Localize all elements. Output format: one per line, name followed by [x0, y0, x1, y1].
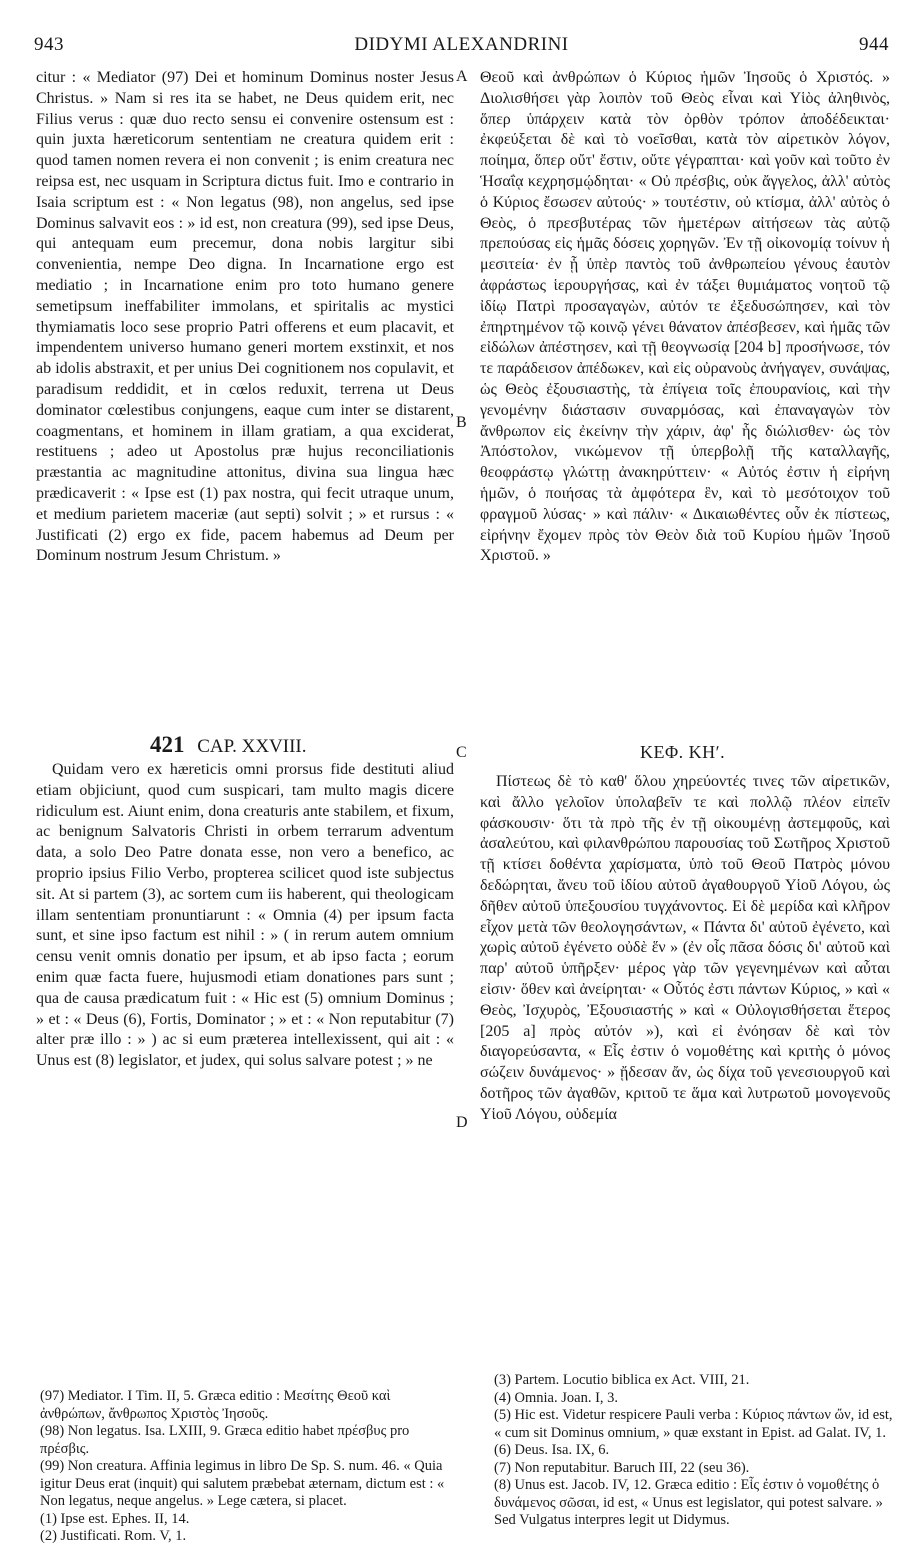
- chapter-heading-latin: [150, 732, 307, 758]
- footnote: (97) Mediator. I Tim. II, 5. Græca editio : Μεσίτης Θεοῦ καὶ ἀνθρώπων, ἄνθρωπος Χριστὸς Ἰησοῦς.: [40, 1388, 391, 1422]
- footnotes-left: [40, 1388, 450, 1546]
- greek-column-top: [480, 68, 890, 760]
- running-title: DIDYMI ALEXANDRINI: [354, 34, 569, 55]
- latin-column-top: [36, 68, 454, 748]
- footnote: (3) Partem. Locutio biblica ex Act. VIII, 21.: [494, 1372, 750, 1388]
- latin-paragraph: citur : « Mediator (97) Dei et hominum Dominus noster Jesus Christus. » Nam si res ita se habet, ne Deus quidem erit, nec Filius verus : quæ duo recto sensu ei convenire ostensum est : quin juxta hæreticorum sententiam ne creatura quidem erit : quod tamen nomen revera ei non convenit ; is enim creatura nec reipsa est, nec usquam in Scriptura dictus fuit. Imo e contrario in Isaia scriptum est : « Non legatus (98), non angelus, sed ipse Dominus salvavit eos : » id est, non creatura (99), sed ipse Deus, qui antequam eum precemur, dona nobis largitur sibi convenientia, nempe Deo digna. In Incarnatione ergo est mediatio ; in Incarnatione enim pro toto humano genere semetipsum ineffabiliter immolans, et spiritalis ac mystici thymiamatis loco sese proprio Patri offerens et eum placavit, et impendentem universo humano generi mortem exstinxit, et nos ab idolis abstraxit, et per unius Dei cognitionem nos copulavit, et paradisum reddidit, et in cœlos reduxit, terrena ut Deus dominator cœlestibus conjungens, eaque cum inter se distarent, coagmentans, et hominem in illam gratiam, a qua exciderat, restituens ; adeo ut Apostolus præ hujus reconciliationis præstantia ac magnitudine attonitus, divina sua lingua hæc prædicaverit : « Ipse est (1) pax nostra, qui fecit utraque unum, et medium parietem maceriæ (aut septi) solvit ; » et rursus : « Justificati (2) ergo ex fide, pacem habemus ad Deum per Dominum nostrum Jesum Christum. »: [36, 69, 454, 565]
- page-header: [34, 34, 889, 58]
- chapter-heading-greek: ΚΕΦ. ΚΗʹ.: [640, 742, 726, 762]
- page-number-right: 944: [859, 34, 889, 55]
- footnote: (98) Non legatus. Isa. LXIII, 9. Græca editio habet πρέσβυς pro πρέσβις.: [40, 1423, 410, 1457]
- greek-paragraph: Πίστεως δὲ τὸ καθ' ὅλου χηρεύοντές τινες τῶν αἱρετικῶν, καὶ ἄλλο γελοῖον ὑπολαβεῖν τε καὶ πολλῷ πλέον εἰπεῖν φάσκουσιν· ὅτι τὰ πρὸ τῆς ἐν τῇ οἰκουμένῃ ἀστεμφοῦς, καὶ ἀσαλεύτου, καὶ φιλανθρώπου παρουσίας τοῦ Σωτῆρος Χριστοῦ τῇ κτίσει δοθέντα χαρίσματα, ὑπὸ τοῦ Θεοῦ Πατρὸς μόνου δεδώρηται, ἄνευ τοῦ ἰδίου αὐτοῦ ἀγαθουργοῦ Υἱοῦ Λόγου, ὡς δῆθεν αὐτοῦ ὑπεξουσίου τυγχάνοντος. Εἰ δὲ μερίδα καὶ κλῆρον εἶχον μετὰ τῶν θεολογησάντων, « Πάντα δι' αὐτοῦ ἐγένετο, καὶ χωρὶς αὐτοῦ ἐγένετο οὐδὲ ἕν » (ἐν οἷς πᾶσα δόσις δι' αὐτοῦ καὶ παρ' αὐτοῦ ὑπῆρξεν· μέρος γὰρ τῶν γεγενημένων καὶ αὗται εἰσιν· ὅθεν καὶ ἀνείρηται· « Οὗτός ἐστι πάντων Κύριος, » καὶ « Θεὸς, Ἰσχυρὸς, Ἐξουσιαστής » καὶ « Οὐλογισθήσεται ἕτερος [205 a] πρὸς αὐτόν »), καὶ εἰ ἐνόησαν δὲ καὶ τὸν διαγορεύσαντα, « Εἷς ἐστιν ὁ νομοθέτης καὶ κριτὴς ὁ μόνος σώζειν δυνάμενος· » ᾔδεσαν ἄν, ὡς δίχα τοῦ γενεσιουργοῦ καὶ δοτῆρος τῶν ἀγαθῶν, κριτοῦ τε ἅμα καὶ λυτρωτοῦ μονογενοῦς Υἱοῦ Λόγου, οὐδεμία: [480, 773, 890, 1123]
- footnote: (99) Non creatura. Affinia legimus in libro De Sp. S. num. 46. « Quia igitur Deus erat (inquit) qui salutem præbebat æternam, dictum est : « Non legatus, neque angelus. » Lege cætera, si placet.: [40, 1458, 445, 1509]
- footnotes-right: [494, 1372, 894, 1530]
- margin-letter-d: D: [456, 1114, 468, 1131]
- footnote: (1) Ipse est. Ephes. II, 14.: [40, 1510, 190, 1527]
- margin-letter-a: A: [456, 68, 468, 85]
- footnote: (8) Unus est. Jacob. IV, 12. Græca editio : Εἷς ἐστιν ὁ νομοθέτης ὁ δυνάμενος σῶσαι, id est, « Unus est legislator, qui potest salvare. » Sed Vulgatus interpres legit ut Didymus.: [494, 1477, 883, 1528]
- chapter-column-number: 421: [150, 732, 185, 757]
- margin-letter-c: C: [456, 744, 467, 761]
- chapter-label-latin: CAP. XXVIII.: [197, 736, 307, 757]
- page-number-left: 943: [34, 34, 64, 55]
- greek-column-bottom: [480, 772, 890, 1372]
- footnote: (6) Deus. Isa. IX, 6.: [494, 1442, 610, 1458]
- margin-letter-b: B: [456, 414, 467, 431]
- latin-paragraph: Quidam vero ex hæreticis omni prorsus fide destituti aliud etiam objiciunt, quod cum suspicari, tam multo magis dicere ridiculum est. Aiunt enim, dona creaturis ante stabilem, et fixum, ac benignum Salvatoris Christi in orbem terrarum adventum data, a solo Deo Patre donata esse, non vero a benefico, ac proprio ipsius Filio Verbo, propterea scilicet quod iste subjectus sit. At si partem (3), ac sortem cum iis haberent, qui theologicam illam sententiam pronuntiarunt : « Omnia (4) per ipsum facta sunt, et sine ipso factum est nihil : » ( in rerum autem omnium censu venit omnis donatio per ipsum, et ab ipso facta ; eorum enim quæ facta fuere, hujusmodi etiam donationes pars sunt ; qua de causa prædicatum fuit : « Hic est (5) omnium Dominus ; » et : « Deus (6), Fortis, Dominator ; » et : « Non reputabitur (7) alter præ illo : » ) ac si eum præterea intellexissent, qui ait : « Unus est (8) legislator, et judex, qui solus salvare potest ; » ne: [36, 761, 454, 1070]
- footnote: (4) Omnia. Joan. I, 3.: [494, 1389, 619, 1406]
- latin-column-bottom: [36, 760, 454, 1372]
- footnote: (7) Non reputabitur. Baruch III, 22 (seu 36).: [494, 1459, 750, 1476]
- footnote: (2) Justificati. Rom. V, 1.: [40, 1528, 187, 1544]
- footnote: (5) Hic est. Videtur respicere Pauli verba : Κύριος πάντων ὤν, id est, « cum sit Dominus omnium, » quæ exstant in Epist. ad Galat. IV, 1.: [494, 1407, 893, 1441]
- greek-paragraph: Θεοῦ καὶ ἀνθρώπων ὁ Κύριος ἡμῶν Ἰησοῦς ὁ Χριστός. » Διολισθήσει γὰρ λοιπὸν τοῦ Θεὸς εἶναι καὶ Υἱὸς ἀληθινὸς, ὅπερ ὑπάρχειν κατὰ τὸν ὀρθὸν τρόπον ἀποδέδεικται· ἐκφεύξεται δὲ καὶ τὸ νοεῖσθαι, κατὰ τὸν αἱρετικὸν λόγον, ποίημα, ὅπερ οὔτ' ἔστιν, οὔτε γέγραπται· καὶ γοῦν καὶ τοῦτο ἐν Ἡσαΐᾳ κεχρησμῴδηται· « Οὐ πρέσβις, οὐκ ἄγγελος, ἀλλ' αὐτὸς ὁ Κύριος ἔσωσεν αὐτούς· » τουτέστιν, οὐ κτίσμα, ἀλλ' αὐτὸς ὁ Θεὸς, ὁ πρεσβυτέρας τῶν ἡμετέρων αἰτήσεων τὰς αὐτῷ πρεπούσας εἰς ἡμᾶς δόσεις χορηγῶν. Ἐν τῇ οἰκονομίᾳ τοίνυν ἡ μεσιτεία· ἐν ᾗ ὑπὲρ παντὸς τοῦ ἀνθρωπείου γένους ἑαυτὸν ἀφράστως ἱερουργήσας, καὶ ἐν τάξει θυμιάματος νοητοῦ τῷ ἰδίῳ Πατρὶ προσαγαγὼν, αὐτόν τε ἐξεδυσώπησεν, καὶ τὸν ἐπηρτημένον τῷ κοινῷ γένει θάνατον ἀπέσβεσεν, καὶ ἡμᾶς τῶν εἰδώλων ἀπέστησεν, καὶ τῇ θεογνωσίᾳ [204 b] προσήνωσε, τόν τε παράδεισον ἀπέδωκεν, καὶ εἰς οὐρανοὺς ἀνήγαγεν, συνάψας, ὡς Θεὸς ἐξουσιαστὴς, τὰ ἐπίγεια τοῖς ἐπουρανίοις, καὶ τὴν γενομένην διάστασιν συναρμόσας, καὶ ἐπαναγαγὼν τὸν ἄνθρωπον εἰς ἐκείνην τὴν χάριν, ἀφ' ἧς διώλισθεν· ὡς τὸν Ἀπόστολον, νικώμενον τῇ ὑπερβολῇ τῆς καταλλαγῆς, θεοφράστῳ γλώττῃ ἀνακηρύττειν· « Αὐτός ἐστιν ἡ εἰρήνη ἡμῶν, ὁ ποιήσας τὰ ἀμφότερα ἓν, καὶ τὸ μεσότοιχον τοῦ φραγμοῦ λύσας· » καὶ πάλιν· « Δικαιωθέντες οὖν ἐκ πίστεως, εἰρήνην ἔχομεν πρὸς τὸν Θεὸν διὰ τοῦ Κυρίου ἡμῶν Ἰησοῦ Χριστοῦ. »: [480, 69, 890, 565]
